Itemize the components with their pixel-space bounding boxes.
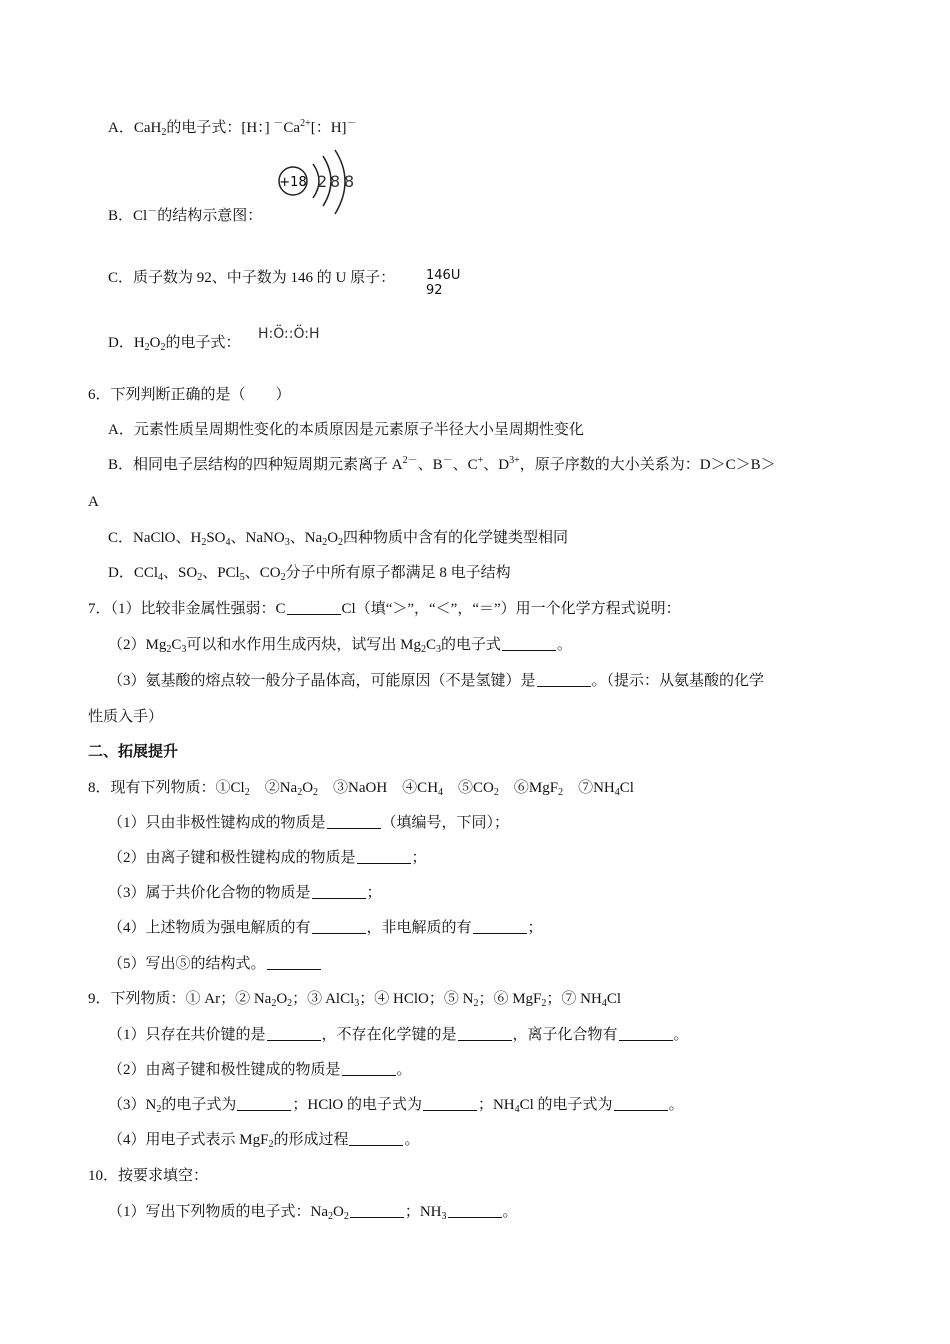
- uranium-nuclide-notation: [426, 268, 460, 298]
- text-run: 、NaNO: [230, 530, 285, 546]
- cl-ion-structure-diagram: [273, 148, 363, 218]
- h2o2-electron-formula: H:Ö::Ö:H: [258, 326, 320, 342]
- text-run: Ca: [283, 120, 301, 136]
- subscript: 2: [271, 998, 277, 1009]
- text-line: [88, 1166, 208, 1186]
- subscript: 2: [201, 537, 207, 548]
- text-run: ；⑦ NH: [546, 991, 602, 1007]
- text-run: ；NH: [477, 1097, 515, 1113]
- text-line: [108, 333, 241, 353]
- text-run: C．NaClO、H: [108, 530, 202, 546]
- text-run: Cl: [619, 780, 634, 796]
- text-run: 。: [396, 1062, 412, 1078]
- text-run: Cl（填“＞”，“＜”，“＝”）用一个化学方程式说明：: [341, 601, 681, 617]
- text-run: O: [149, 335, 161, 351]
- text-run: A: [88, 494, 99, 510]
- text-run: （3）氨基酸的熔点较一般分子晶体高，可能原因（不是氢键）是: [108, 673, 536, 689]
- subscript: 2: [541, 998, 547, 1009]
- text-run: ⑦NH: [563, 780, 615, 796]
- text-run: C: [171, 637, 182, 653]
- text-run: 10．按要求填空：: [88, 1168, 209, 1184]
- subscript: 5: [239, 572, 245, 583]
- text-run: ③NaOH ④CH: [318, 780, 439, 796]
- text-run: 。: [673, 1027, 689, 1043]
- text-run: 、SO: [163, 565, 198, 581]
- text-line: [108, 848, 427, 868]
- text-run: ②Na: [249, 780, 298, 796]
- text-line: [108, 883, 382, 903]
- text-run: 、PCl: [202, 565, 240, 581]
- text-line: [108, 1130, 419, 1150]
- subscript: 2: [420, 644, 426, 655]
- answer-blank: [473, 919, 527, 934]
- text-run: D．H: [108, 335, 145, 351]
- answer-blank: [619, 1026, 673, 1041]
- text-line: [108, 1095, 684, 1115]
- text-line: [108, 118, 357, 138]
- answer-blank: [267, 955, 321, 970]
- subscript: 3: [284, 537, 290, 548]
- answer-blank: [458, 1026, 512, 1041]
- answer-blank: [327, 814, 381, 829]
- text-run: ，非电解质的有: [366, 920, 472, 936]
- subscript: 2: [558, 787, 564, 798]
- subscript: 2: [160, 342, 166, 353]
- text-line: [108, 268, 395, 288]
- text-run: 6．下列判断正确的是（ ）: [88, 387, 291, 403]
- text-run: O: [302, 780, 314, 796]
- text-line: [108, 813, 509, 833]
- text-run: 可以和水作用生成丙炔，试写出 Mg: [186, 637, 421, 653]
- text-run: C: [425, 637, 436, 653]
- subscript: 4: [614, 787, 620, 798]
- subscript: 4: [158, 572, 164, 583]
- text-run: O: [333, 1204, 344, 1220]
- text-line: [108, 918, 543, 938]
- subscript: 2: [166, 644, 172, 655]
- text-run: 、CO: [244, 565, 281, 581]
- text-line: [108, 954, 322, 974]
- text-run: SO: [206, 530, 226, 546]
- text-run: ；④ HClO；⑤ N: [359, 991, 474, 1007]
- answer-blank: [237, 1096, 291, 1111]
- answer-blank: [349, 1131, 403, 1146]
- text-line: [108, 671, 764, 691]
- text-line: [108, 563, 511, 583]
- subscript: 2: [161, 127, 167, 138]
- text-run: （4）用电子式表示 MgF: [108, 1132, 269, 1148]
- subscript: 3: [181, 644, 187, 655]
- text-run: ；: [527, 920, 543, 936]
- subscript: 2: [493, 787, 499, 798]
- text-run: 8．现有下列物质：①Cl: [88, 780, 245, 796]
- text-line: [88, 989, 621, 1009]
- supscript: +: [477, 455, 484, 466]
- text-run: 9．下列物质：① Ar；② Na: [88, 991, 272, 1007]
- subscript: 2: [473, 998, 479, 1009]
- supscript: －: [273, 118, 284, 129]
- answer-blank: [423, 1096, 477, 1111]
- text-run: D．CCl: [108, 565, 159, 581]
- text-run: 的电子式为: [161, 1097, 237, 1113]
- text-line: [88, 599, 681, 619]
- text-run: （4）上述物质为强电解质的有: [108, 920, 311, 936]
- subscript: 3: [354, 998, 360, 1009]
- text-run: （3）属于共价化合物的物质是: [108, 885, 311, 901]
- shell-2: 8: [330, 172, 341, 191]
- text-line: [108, 1060, 412, 1080]
- shell-1: 2: [317, 172, 328, 191]
- text-run: O: [276, 991, 288, 1007]
- text-run: ；NH: [404, 1204, 442, 1220]
- subscript: 4: [601, 998, 607, 1009]
- atomic-number: 92: [426, 283, 443, 298]
- text-run: 二、拓展提升: [88, 744, 179, 760]
- text-run: 7．（1）比较非金属性强弱：C: [88, 601, 286, 617]
- text-run: ⑥MgF: [498, 780, 559, 796]
- answer-blank: [614, 1096, 668, 1111]
- text-run: ，不存在化学键的是: [321, 1027, 457, 1043]
- answer-blank: [342, 1061, 396, 1076]
- supscript: 2+: [300, 118, 311, 129]
- answer-blank: [312, 919, 366, 934]
- text-run: 的电子式：[H：: [166, 120, 265, 136]
- mass-number: 146U: [426, 268, 461, 283]
- text-run: （2）由离子键和极性键成的物质是: [108, 1062, 341, 1078]
- subscript: 2: [268, 1139, 274, 1150]
- text-run: ；③ AlCl: [292, 991, 355, 1007]
- text-run: A．CaH: [108, 120, 162, 136]
- text-run: 。（提示：从氨基酸的化学: [591, 673, 765, 689]
- subscript: 2: [297, 787, 303, 798]
- text-run: （3）N: [108, 1097, 157, 1113]
- subscript: 4: [225, 537, 231, 548]
- text-line: [108, 1202, 518, 1222]
- supscript: 2－: [402, 455, 418, 466]
- text-run: 、C: [452, 457, 478, 473]
- text-run: 的电子式: [440, 637, 501, 653]
- text-line: [88, 707, 163, 727]
- text-run: ，原子序数的大小关系为：D＞C＞B＞: [519, 457, 776, 473]
- text-run: [：H]: [310, 120, 347, 136]
- text-line: [108, 420, 584, 440]
- subscript: 2: [338, 537, 344, 548]
- text-run: 分子中所有原子都满足 8 电子结构: [285, 565, 511, 581]
- text-run: 。: [502, 1204, 518, 1220]
- answer-blank: [350, 1203, 404, 1218]
- text-run: B．Cl: [108, 208, 148, 224]
- text-run: O: [327, 530, 339, 546]
- subscript: 2: [287, 998, 293, 1009]
- supscript: －: [147, 206, 158, 217]
- text-run: Cl 的电子式为: [519, 1097, 613, 1113]
- text-run: Cl: [606, 991, 621, 1007]
- text-run: ；: [366, 885, 382, 901]
- text-run: （填编号，下同）；: [381, 815, 510, 831]
- text-run: 、B: [417, 457, 443, 473]
- subscript: 3: [441, 1211, 447, 1222]
- shell-3: 8: [344, 172, 355, 191]
- subscript: 2: [280, 572, 286, 583]
- text-run: （5）写出⑤的结构式。: [108, 956, 266, 972]
- text-line: [108, 528, 568, 548]
- answer-blank: [502, 636, 556, 651]
- text-run: 四种物质中含有的化学键类型相同: [343, 530, 569, 546]
- text-run: ，离子化合物有: [512, 1027, 618, 1043]
- subscript: 2: [322, 537, 328, 548]
- subscript: 2: [156, 1104, 162, 1115]
- subscript: 2: [144, 342, 150, 353]
- text-line: [88, 778, 634, 798]
- text-line: [88, 492, 99, 512]
- text-run: ；⑥ MgF: [478, 991, 542, 1007]
- supscript: 3+: [509, 455, 520, 466]
- answer-blank: [287, 600, 341, 615]
- answer-blank: [448, 1203, 502, 1218]
- text-run: C．质子数为 92、中子数为 146 的 U 原子：: [108, 270, 396, 286]
- section-heading: [88, 742, 178, 762]
- text-run: （1）只存在共价键的是: [108, 1027, 266, 1043]
- text-run: （1）只由非极性键构成的物质是: [108, 815, 326, 831]
- text-run: （2）由离子键和极性键构成的物质是: [108, 850, 356, 866]
- subscript: 4: [438, 787, 444, 798]
- text-run: ]: [264, 120, 274, 136]
- answer-blank: [537, 672, 591, 687]
- text-run: ；HClO 的电子式为: [292, 1097, 422, 1113]
- text-line: [108, 635, 572, 655]
- supscript: －: [346, 118, 357, 129]
- text-run: 。: [404, 1132, 420, 1148]
- subscript: 2: [328, 1211, 333, 1222]
- text-line: [108, 1025, 689, 1045]
- text-run: 的电子式：: [165, 335, 241, 351]
- supscript: －: [442, 455, 453, 466]
- answer-blank: [267, 1026, 321, 1041]
- subscript: 2: [197, 572, 203, 583]
- text-run: 的形成过程: [273, 1132, 349, 1148]
- subscript: 4: [514, 1104, 520, 1115]
- text-run: 的结构示意图：: [157, 208, 263, 224]
- subscript: 2: [244, 787, 250, 798]
- text-run: 、D: [483, 457, 510, 473]
- text-line: [108, 206, 262, 226]
- text-run: 。: [556, 637, 572, 653]
- answer-blank: [357, 849, 411, 864]
- text-run: 。: [668, 1097, 684, 1113]
- text-line: [88, 385, 291, 405]
- text-run: ；: [411, 850, 427, 866]
- text-line: [108, 455, 776, 475]
- text-run: （2）Mg: [108, 637, 167, 653]
- subscript: 2: [343, 1211, 349, 1222]
- text-run: B．相同电子层结构的四种短周期元素离子 A: [108, 457, 403, 473]
- text-run: A．元素性质呈周期性变化的本质原因是元素原子半径大小呈周期性变化: [108, 422, 584, 438]
- answer-blank: [312, 884, 366, 899]
- text-run: （1）写出下列物质的电子式：Na: [108, 1204, 328, 1220]
- nucleus-charge: +18: [279, 175, 307, 190]
- text-run: ⑤CO: [443, 780, 494, 796]
- text-run: 、Na: [289, 530, 323, 546]
- text-run: 性质入手）: [88, 709, 164, 725]
- subscript: 2: [313, 787, 319, 798]
- subscript: 3: [435, 644, 441, 655]
